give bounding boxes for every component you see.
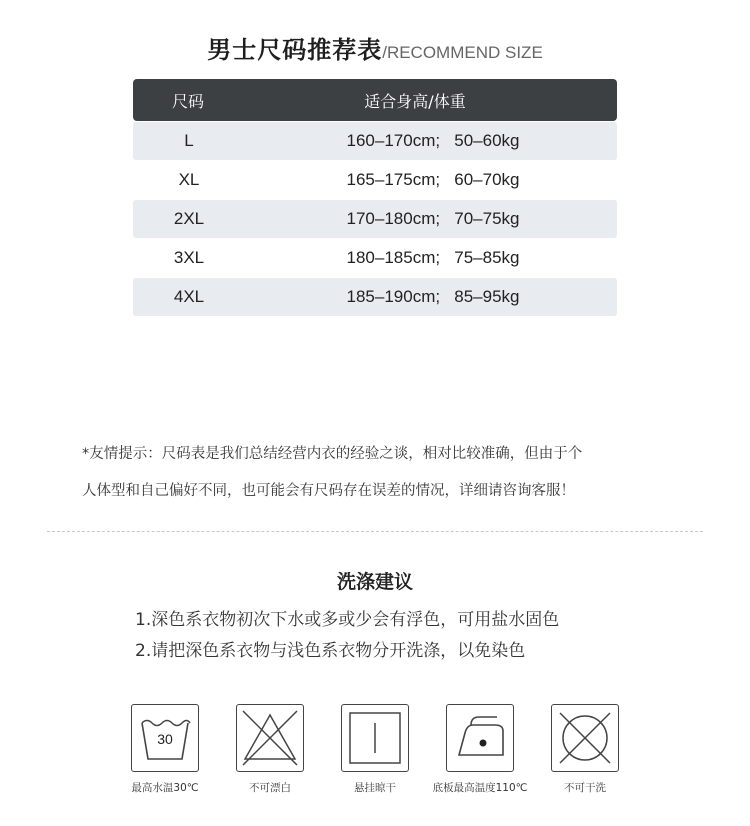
size-table [133,79,617,316]
washing-title: 洗涤建议 [336,571,413,593]
table-row [133,239,617,277]
no-bleach-icon [236,704,304,772]
care-label: 最高水温30℃ [131,782,199,794]
row-fit: 180–185cm; 75–85kg [346,248,520,267]
table-row [133,122,617,160]
care-label: 不可干洗 [564,782,606,794]
iron-icon [446,704,514,772]
care-item [420,704,540,795]
row-fit: 165–175cm; 60–70kg [346,170,520,189]
wash-30-icon [131,704,199,772]
table-row [133,161,617,199]
row-fit: 185–190cm; 85–95kg [346,287,520,306]
table-row [133,200,617,238]
washing-item: 1.深色系衣物初次下水或多或少会有浮色，可用盐水固色 [135,610,560,630]
care-label: 底板最高温度110℃ [432,782,528,794]
care-label: 悬挂晾干 [354,782,396,794]
header-fit: 适合身高/体重 [364,91,466,111]
page-title [0,30,750,65]
row-size: 2XL [173,209,205,228]
row-size: L [184,131,194,150]
tip-line-1: *友情提示：尺码表是我们总结经营内衣的经验之谈，相对比较准确，但由于个 [82,446,583,462]
dashed-divider [47,531,703,532]
table-row [133,278,617,316]
row-size: 3XL [173,248,205,267]
washing-list [135,605,559,667]
header-size: 尺码 [171,91,204,111]
care-item [525,704,645,795]
table-header [133,79,617,121]
tip-line-2: 人体型和自己偏好不同，也可能会有尺码存在误差的情况，详细请咨询客服！ [82,483,575,499]
title-chinese: 男士尺码推荐表 [207,36,383,64]
care-item [105,704,225,795]
title-english: /RECOMMEND SIZE [382,43,543,62]
wash-temp-number: 30 [157,731,173,747]
care-item [210,704,330,795]
washing-item: 2.请把深色系衣物与浅色系衣物分开洗涤，以免染色 [135,641,526,661]
row-fit: 160–170cm; 50–60kg [346,131,520,150]
no-dry-clean-icon [551,704,619,772]
row-size: XL [178,170,200,189]
care-label: 不可漂白 [249,782,291,794]
hang-dry-icon [341,704,409,772]
care-item [315,704,435,795]
row-fit: 170–180cm; 70–75kg [346,209,520,228]
friendly-tip [82,436,682,510]
row-size: 4XL [173,287,205,306]
